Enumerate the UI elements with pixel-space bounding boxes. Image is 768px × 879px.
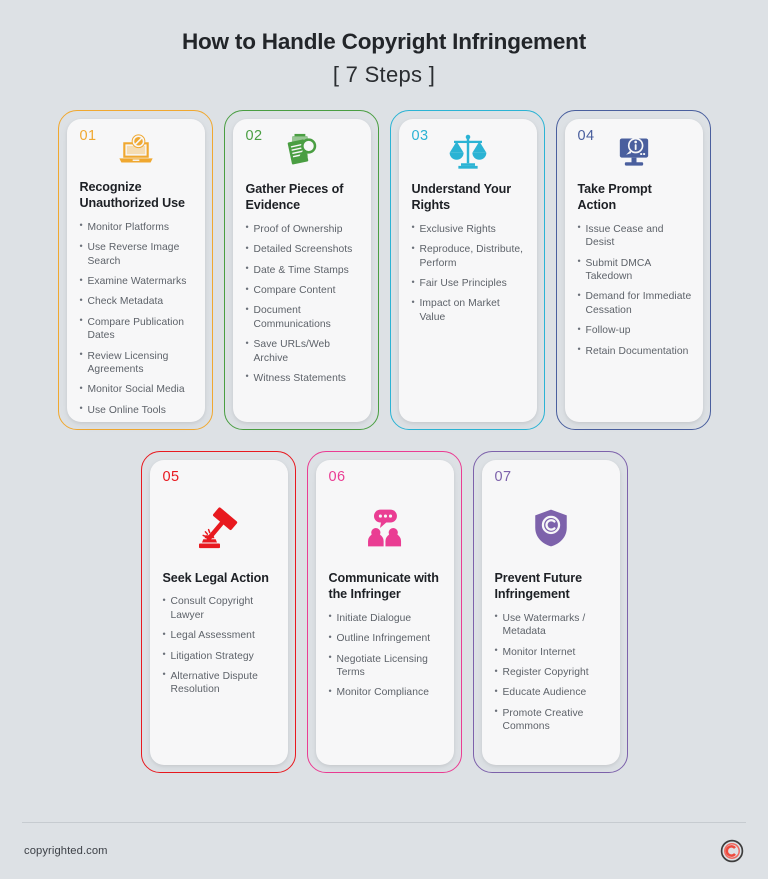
steps-grid (0, 110, 768, 773)
step-card-05[interactable] (141, 451, 296, 773)
step-number: 01 (79, 128, 97, 145)
page-subtitle: [ 7 Steps ] (332, 62, 436, 88)
step-bullet-item: • Outline Infringement (329, 632, 443, 645)
step-number: 04 (577, 128, 595, 145)
step-title: Recognize Unauthorized Use (79, 179, 185, 211)
balance-scales-icon (412, 130, 524, 172)
step-bullet-item: • Issue Cease and Desist (578, 223, 692, 250)
step-card-02[interactable] (224, 110, 379, 430)
step-bullet-item: • Review Licensing Agreements (80, 350, 194, 377)
step-title: Understand Your Rights (411, 181, 511, 213)
step-bullet-item: • Reproduce, Distribute, Perform (412, 243, 526, 270)
step-card-body (316, 460, 454, 765)
step-bullet-item: • Demand for Immediate Cessation (578, 290, 692, 317)
step-title: Prevent Future Infringement (494, 570, 582, 602)
people-speech-bubble-icon (329, 499, 441, 557)
step-card-body (399, 119, 537, 422)
step-bullet-item: • Use Online Tools (80, 404, 194, 417)
page-footer (0, 823, 768, 879)
step-title: Take Prompt Action (577, 181, 652, 213)
steps-row-bottom (0, 451, 768, 773)
step-bullet-item: • Impact on Market Value (412, 297, 526, 324)
step-bullet-item: • Promote Creative Commons (495, 707, 609, 734)
step-card-body (150, 460, 288, 765)
step-bullet-item: • Check Metadata (80, 295, 194, 308)
step-bullet-item: • Compare Publication Dates (80, 316, 194, 343)
step-bullet-list (495, 612, 609, 741)
step-bullet-item: • Initiate Dialogue (329, 612, 443, 625)
step-bullet-list (163, 595, 277, 703)
page-title: How to Handle Copyright Infringement (181, 29, 587, 54)
step-bullet-item: • Follow-up (578, 324, 692, 337)
step-bullet-item: • Document Communications (246, 304, 360, 331)
step-card-01[interactable] (58, 110, 213, 430)
step-bullet-item: • Monitor Platforms (80, 221, 194, 234)
footer-site-name: copyrighted.com (24, 845, 108, 857)
step-bullet-list (80, 221, 194, 423)
step-number: 03 (411, 128, 429, 145)
step-bullet-item: • Detailed Screenshots (246, 243, 360, 256)
step-bullet-item: • Alternative Dispute Resolution (163, 670, 277, 697)
step-number: 06 (328, 469, 346, 486)
step-bullet-item: • Consult Copyright Lawyer (163, 595, 277, 622)
step-bullet-item: • Submit DMCA Takedown (578, 257, 692, 284)
step-bullet-item: • Negotiate Licensing Terms (329, 653, 443, 680)
step-bullet-item: • Fair Use Principles (412, 277, 526, 290)
step-card-body (565, 119, 703, 422)
step-bullet-item: • Save URLs/Web Archive (246, 338, 360, 365)
documents-magnifier-icon (246, 130, 358, 172)
step-bullet-item: • Educate Audience (495, 686, 609, 699)
step-bullet-item: • Proof of Ownership (246, 223, 360, 236)
step-bullet-item: • Monitor Compliance (329, 686, 443, 699)
step-title: Gather Pieces of Evidence (245, 181, 344, 213)
step-bullet-item: • Compare Content (246, 284, 360, 297)
monitor-info-icon (578, 130, 690, 172)
step-card-body (67, 119, 205, 422)
step-bullet-item: • Monitor Internet (495, 646, 609, 659)
step-bullet-list (246, 223, 360, 392)
step-bullet-item: • Use Reverse Image Search (80, 241, 194, 268)
step-bullet-item: • Litigation Strategy (163, 650, 277, 663)
shield-copyright-icon (495, 499, 607, 557)
step-bullet-item: • Use Watermarks / Metadata (495, 612, 609, 639)
step-card-06[interactable] (307, 451, 462, 773)
step-number: 02 (245, 128, 263, 145)
gavel-icon (163, 499, 275, 557)
step-bullet-item: • Exclusive Rights (412, 223, 526, 236)
step-bullet-list (412, 223, 526, 331)
step-bullet-item: • Retain Documentation (578, 345, 692, 358)
step-card-03[interactable] (390, 110, 545, 430)
step-card-04[interactable] (556, 110, 711, 430)
step-number: 05 (162, 469, 180, 486)
step-bullet-list (578, 223, 692, 365)
step-card-body (233, 119, 371, 422)
steps-row-top (0, 110, 768, 430)
step-bullet-item: • Monitor Social Media (80, 383, 194, 396)
step-title: Seek Legal Action (162, 570, 269, 585)
step-bullet-item: • Examine Watermarks (80, 275, 194, 288)
step-bullet-item: • Date & Time Stamps (246, 264, 360, 277)
step-number: 07 (494, 469, 512, 486)
step-card-body (482, 460, 620, 765)
step-card-07[interactable] (473, 451, 628, 773)
laptop-prohibited-icon (80, 130, 192, 170)
step-bullet-item: • Witness Statements (246, 372, 360, 385)
copyrighted-c-logo-icon (720, 839, 744, 863)
step-title: Communicate with the Infringer (328, 570, 439, 602)
step-bullet-list (329, 612, 443, 707)
step-bullet-item: • Register Copyright (495, 666, 609, 679)
page-header (0, 0, 768, 88)
step-bullet-item: • Legal Assessment (163, 629, 277, 642)
